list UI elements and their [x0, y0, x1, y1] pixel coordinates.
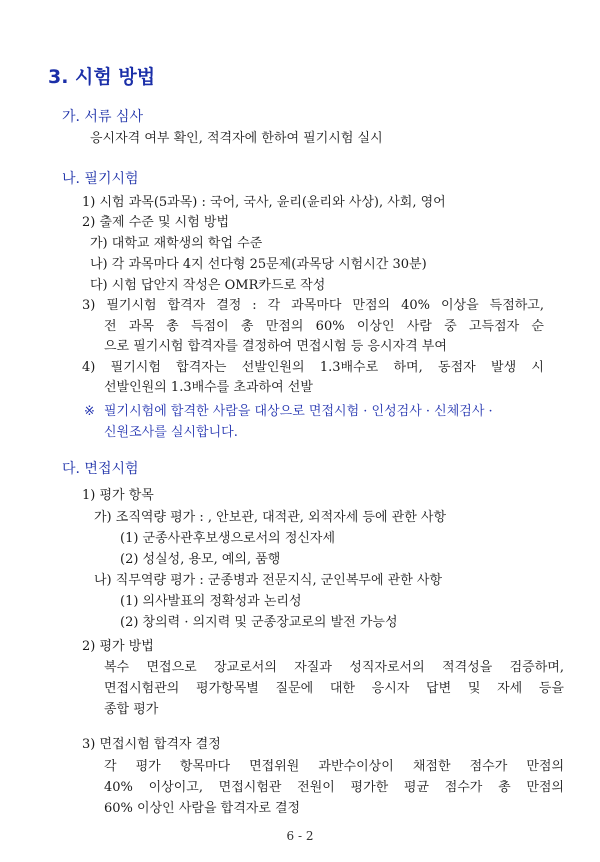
interview-pass-line-2: 40% 이상이고, 면접시험관 전원이 평가한 평균 점수가 총 만점의 [104, 780, 564, 795]
document-review-body: 응시자격 여부 확인, 적격자에 한하여 필기시험 실시 [90, 131, 383, 146]
interview-pass-line-3: 60% 이상인 사람을 합격자로 결정 [104, 801, 301, 816]
written-test-pass-criteria: 3) 필기시험 합격자 결정 : 각 과목마다 만점의 40% 이상을 득점하고, [82, 298, 544, 313]
interview-job-item-1: (1) 의사발표의 정확성과 논리성 [120, 594, 302, 609]
page-title: 3. 시험 방법 [48, 66, 156, 88]
interview-items-heading: 1) 평가 항목 [82, 488, 154, 503]
written-test-ratio: 4) 필기시험 합격자는 선발인원의 1.3배수로 하며, 동점자 발생 시 [82, 360, 544, 375]
interview-org-item-2: (2) 성실성, 용모, 예의, 품행 [120, 552, 281, 567]
written-test-level: 가) 대학교 재학생의 학업 수준 [90, 236, 263, 251]
note-line-2: 신원조사를 실시합니다. [104, 425, 238, 440]
section-heading-interview: 다. 면접시험 [62, 461, 139, 477]
section-heading-written-test: 나. 필기시험 [62, 171, 139, 187]
page-number: 6 - 2 [286, 829, 314, 843]
interview-job-item-2: (2) 창의력 · 의지력 및 군종장교로의 발전 가능성 [120, 615, 398, 630]
interview-org-capability: 가) 조직역량 평가 : , 안보관, 대적관, 외적자세 등에 관한 사항 [94, 510, 447, 525]
written-test-pass-criteria-cont2: 으로 필기시험 합격자를 결정하여 면접시험 등 응시자격 부여 [104, 339, 447, 354]
section-heading-document-review: 가. 서류 심사 [62, 109, 143, 125]
written-test-omr: 다) 시험 답안지 작성은 OMR카드로 작성 [90, 278, 326, 293]
interview-method-line-3: 종합 평가 [104, 702, 159, 717]
interview-method-heading: 2) 평가 방법 [82, 639, 154, 654]
interview-pass-line-1: 각 평가 항목마다 면접위원 과반수이상이 채점한 점수가 만점의 [104, 759, 564, 774]
interview-pass-heading: 3) 면접시험 합격자 결정 [82, 737, 221, 752]
interview-method-line-1: 복수 면접으로 장교로서의 자질과 성직자로서의 적격성을 검증하며, [104, 660, 564, 675]
written-test-subjects: 1) 시험 과목(5과목) : 국어, 국사, 윤리(윤리와 사상), 사회, 영어 [82, 195, 446, 210]
written-test-ratio-cont: 선발인원의 1.3배수를 초과하여 선발 [104, 380, 313, 395]
written-test-pass-criteria-cont: 전 과목 총 득점이 총 만점의 60% 이상인 사람 중 고득점자 순 [104, 319, 544, 334]
written-test-format: 나) 각 과목마다 4지 선다형 25문제(과목당 시험시간 30분) [90, 257, 427, 272]
note-mark: ※ [84, 404, 95, 419]
note-line-1: 필기시험에 합격한 사람을 대상으로 면접시험 · 인성검사 · 신체검사 · [104, 404, 493, 419]
interview-job-capability: 나) 직무역량 평가 : 군종병과 전문지식, 군인복무에 관한 사항 [94, 573, 443, 588]
interview-org-item-1: (1) 군종사관후보생으로서의 정신자세 [120, 531, 336, 546]
written-test-level-method: 2) 출제 수준 및 시험 방법 [82, 215, 230, 230]
interview-method-line-2: 면접시험관의 평가항목별 질문에 대한 응시자 답변 및 자세 등을 [104, 681, 564, 696]
